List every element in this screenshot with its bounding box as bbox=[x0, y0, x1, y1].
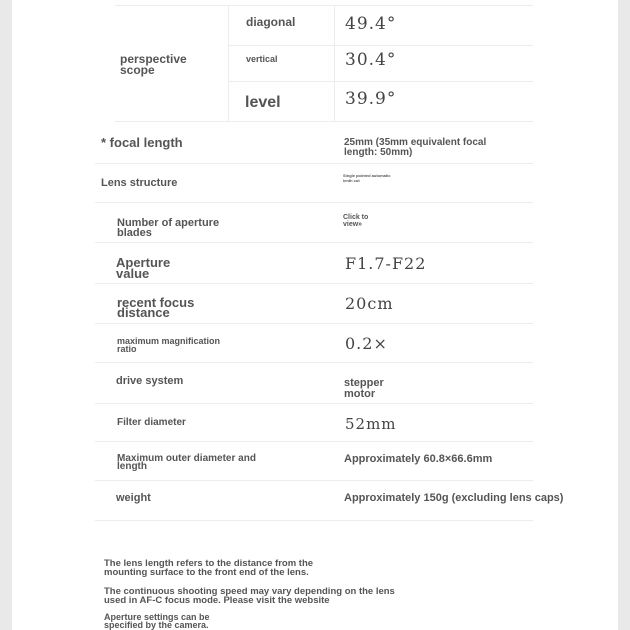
spec-value-lens-structure: Single pointed automatic lenth cut bbox=[343, 173, 391, 183]
column-divider bbox=[334, 5, 335, 121]
row-divider bbox=[95, 480, 533, 481]
row-divider bbox=[95, 520, 533, 521]
spec-value-magnification: 0.2× bbox=[345, 334, 388, 353]
spec-label-outer-diameter: Maximum outer diameter and length bbox=[117, 453, 256, 472]
row-divider bbox=[229, 45, 533, 46]
spec-label-weight: weight bbox=[116, 492, 151, 504]
spec-label-aperture-blades: Number of aperture blades bbox=[117, 217, 220, 239]
spec-value-weight: Approximately 150g (excluding lens caps) bbox=[344, 492, 564, 504]
spec-label-focal-length: * focal length bbox=[101, 135, 183, 150]
spec-label-lens-structure: Lens structure bbox=[101, 177, 178, 189]
level-label: level bbox=[245, 94, 281, 111]
row-divider bbox=[95, 323, 533, 324]
row-divider bbox=[95, 163, 533, 164]
footnote-continuous-shooting: The continuous shooting speed may vary depending on the lens used in AF-C focus mode. Please visit the website bbox=[104, 586, 395, 606]
left-gutter bbox=[0, 0, 12, 630]
column-divider bbox=[228, 5, 229, 121]
row-divider bbox=[95, 362, 533, 363]
row-divider bbox=[115, 121, 533, 122]
spec-value-aperture-value: F1.7-F22 bbox=[345, 254, 427, 273]
spec-value-outer-diameter: Approximately 60.8×66.6mm bbox=[344, 453, 493, 465]
spec-value-focus-distance: 20cm bbox=[345, 294, 394, 313]
row-divider bbox=[95, 242, 533, 243]
spec-label-drive-system: drive system bbox=[116, 375, 184, 387]
right-gutter bbox=[618, 0, 630, 630]
diagonal-label: diagonal bbox=[246, 15, 296, 29]
diagonal-value: 49.4° bbox=[345, 14, 397, 34]
spec-value-drive-system: stepper motor bbox=[344, 377, 384, 400]
click-to-view-link[interactable]: Click to view» bbox=[343, 214, 369, 228]
spec-label-filter-diameter: Filter diameter bbox=[117, 417, 186, 428]
spec-sheet bbox=[12, 0, 618, 630]
row-divider bbox=[95, 441, 533, 442]
footnote-lens-length: The lens length refers to the distance from the mounting surface to the front end of the lens. bbox=[104, 558, 314, 578]
row-divider bbox=[229, 81, 533, 82]
spec-value-focal-length: 25mm (35mm equivalent focal length: 50mm) bbox=[344, 137, 487, 158]
spec-label-magnification: maximum magnification ratio bbox=[117, 336, 221, 354]
footnote-aperture-settings: Aperture settings can be specified by the camera. bbox=[104, 612, 210, 630]
level-value: 39.9° bbox=[345, 89, 397, 109]
row-divider bbox=[115, 5, 533, 6]
spec-label-aperture-value: Aperture value bbox=[116, 255, 171, 281]
row-divider bbox=[95, 403, 533, 404]
spec-label-focus-distance: recent focus distance bbox=[117, 295, 195, 320]
vertical-value: 30.4° bbox=[345, 50, 397, 70]
spec-value-filter-diameter: 52mm bbox=[345, 415, 397, 433]
vertical-label: vertical bbox=[246, 54, 278, 64]
perspective-scope-label: perspective scope bbox=[120, 52, 187, 77]
row-divider bbox=[95, 283, 533, 284]
row-divider bbox=[95, 202, 533, 203]
